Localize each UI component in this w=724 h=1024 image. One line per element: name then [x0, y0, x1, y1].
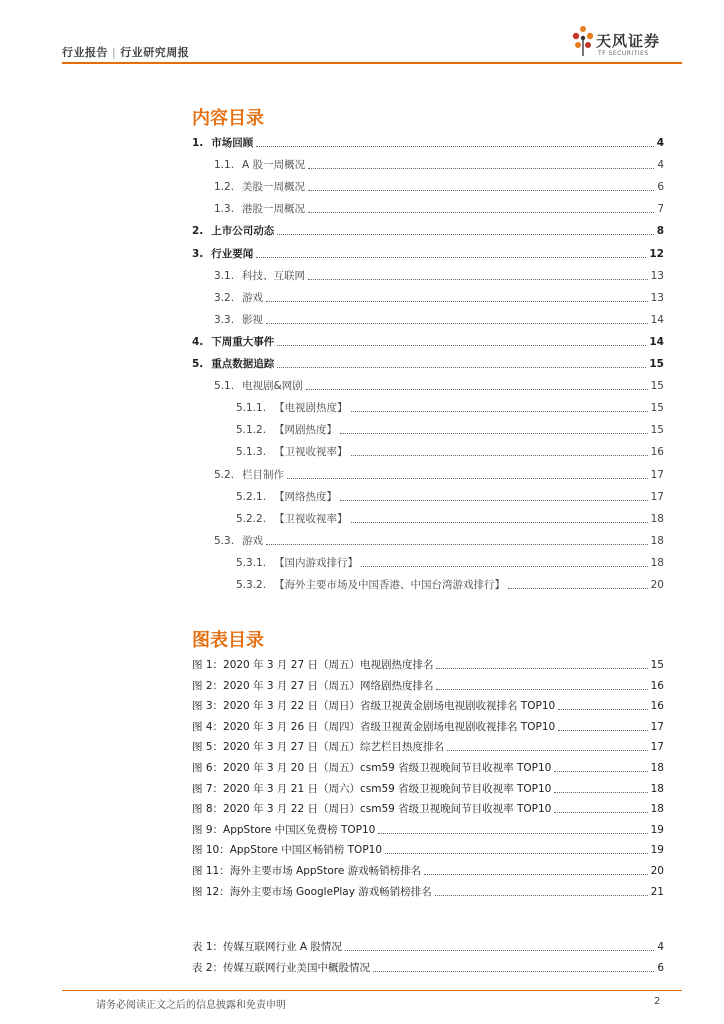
- toc-entry[interactable]: [192, 532, 664, 548]
- toc-entry-page: 18: [650, 534, 664, 547]
- toc-entry-text: 【卫视收视率】: [274, 512, 348, 525]
- toc-entry[interactable]: [192, 576, 664, 592]
- dot-leader: [558, 709, 647, 710]
- toc-entry[interactable]: [192, 156, 664, 172]
- figure-entry-label: [192, 700, 555, 713]
- toc-entry-text: 美股一周概况: [242, 181, 306, 194]
- figure-entry[interactable]: [192, 883, 664, 899]
- dot-leader: [308, 279, 648, 280]
- toc-entry-number: 5.2.1.: [236, 490, 267, 503]
- dot-leader: [340, 433, 648, 434]
- toc-entry-page: 16: [650, 446, 664, 459]
- dot-leader: [345, 950, 654, 951]
- dot-leader: [306, 389, 648, 390]
- logo-flower-icon: [570, 24, 596, 58]
- table-entry-text: 表 1：传媒互联网行业 A 股情况: [192, 941, 342, 953]
- toc-entry-label: [192, 270, 305, 283]
- figure-entry[interactable]: [192, 656, 664, 672]
- dot-leader: [256, 146, 653, 147]
- figure-entry-page: 16: [650, 679, 664, 692]
- figure-entry-page: 17: [650, 720, 664, 733]
- toc-entry[interactable]: [192, 245, 664, 261]
- dot-leader: [373, 971, 654, 972]
- dot-leader: [277, 367, 646, 368]
- header-separator: |: [112, 46, 117, 59]
- figure-entry[interactable]: [192, 738, 664, 754]
- toc-entry[interactable]: [192, 200, 664, 216]
- toc-entry-page: 17: [650, 468, 664, 481]
- toc-entry-number: 5.1.3.: [236, 446, 267, 459]
- toc-entry-label: [192, 358, 274, 371]
- toc-entry-number: 1.3.: [214, 203, 235, 216]
- figure-entry-text: 图 1：2020 年 3 月 27 日（周五）电视剧热度排名: [192, 659, 434, 671]
- toc-entry-text: 【网络热度】: [274, 490, 338, 503]
- toc-entry-page: 18: [650, 556, 664, 569]
- dot-leader: [340, 500, 648, 501]
- figure-entry[interactable]: [192, 718, 664, 734]
- toc-entry[interactable]: [192, 134, 664, 150]
- figure-entry-page: 16: [650, 700, 664, 713]
- toc-entry-number: 1.2.: [214, 181, 235, 194]
- figure-entry[interactable]: [192, 862, 664, 878]
- toc-entry-text: 影视: [242, 313, 264, 326]
- table-entry-text: 表 2：传媒互联网行业美国中概股情况: [192, 961, 371, 974]
- toc-entry-number: 5.2.2.: [236, 512, 267, 525]
- toc-entry-page: 8: [656, 225, 664, 238]
- dot-leader: [378, 833, 647, 834]
- toc-entry-number: 1.1.: [214, 159, 235, 172]
- toc-entry-number: 5.3.2.: [236, 579, 267, 591]
- toc-entry-number: 2.: [192, 225, 204, 238]
- dot-leader: [554, 812, 647, 813]
- dot-leader: [554, 771, 647, 772]
- dot-leader: [266, 323, 648, 324]
- toc-entry-page: 14: [649, 335, 664, 348]
- toc-entry[interactable]: [192, 466, 664, 482]
- toc-entry-page: 18: [650, 512, 664, 525]
- dot-leader: [277, 345, 646, 346]
- toc-entry[interactable]: [192, 267, 664, 283]
- toc-entry[interactable]: [192, 355, 664, 371]
- figure-entry-page: 18: [650, 803, 664, 816]
- toc-entry-number: 5.: [192, 358, 204, 370]
- header-divider: [62, 62, 682, 64]
- figure-entry-text: 图 8：2020 年 3 月 22 日（周日）csm59 省级卫视晚间节目收视率 TOP10: [192, 803, 552, 816]
- figure-entry[interactable]: [192, 677, 664, 693]
- toc-entry-number: 3.2.: [214, 291, 235, 304]
- toc-entry-text: 市场回顾: [211, 137, 254, 149]
- toc-entry-number: 5.1.: [214, 380, 235, 393]
- toc-entry-page: 20: [650, 579, 664, 591]
- toc-entry[interactable]: [192, 178, 664, 194]
- report-header: [62, 44, 189, 60]
- toc-entry-label: [192, 314, 263, 327]
- toc-entry-number: 4.: [192, 335, 204, 348]
- dot-leader: [385, 853, 648, 854]
- figure-entry-label: [192, 741, 444, 754]
- dot-leader: [308, 190, 654, 191]
- toc-entry-text: 重点数据追踪: [211, 358, 275, 370]
- figure-entry[interactable]: [192, 759, 664, 775]
- toc-entry[interactable]: [192, 399, 664, 415]
- toc-entry-text: 港股一周概况: [242, 203, 306, 216]
- report-subtype: 行业研究周报: [120, 46, 190, 59]
- toc-entry-page: 7: [657, 203, 664, 216]
- toc-entry-number: 5.3.1.: [236, 556, 267, 569]
- logo-name-en: TF SECURITIES: [598, 50, 649, 57]
- toc-entry-number: 1.: [192, 137, 204, 149]
- figure-entry-page: 19: [650, 844, 664, 857]
- toc-entry-page: 17: [650, 490, 664, 503]
- toc-entry-label: [192, 380, 303, 393]
- toc-entry-page: 6: [657, 181, 664, 194]
- toc-entry-page: 15: [650, 380, 664, 393]
- figure-entry-label: [192, 886, 432, 899]
- figure-entry-page: 15: [650, 659, 664, 671]
- dot-leader: [351, 411, 648, 412]
- figure-entry-page: 17: [650, 741, 664, 754]
- dot-leader: [266, 544, 648, 545]
- toc-entry-label: [192, 292, 263, 305]
- figure-entry-label: [192, 803, 551, 816]
- figure-entry-label: [192, 865, 421, 878]
- dot-leader: [308, 168, 654, 169]
- figure-entry-label: [192, 680, 433, 693]
- table-entry-page: 4: [657, 941, 664, 953]
- dot-leader: [277, 234, 653, 235]
- table-entry-label: [192, 941, 342, 954]
- toc-entry-text: A 股一周概况: [242, 159, 306, 172]
- dot-leader: [447, 750, 648, 751]
- figure-entry-text: 图 5：2020 年 3 月 27 日（周五）综艺栏目热度排名: [192, 741, 444, 754]
- toc-entry-label: [192, 181, 305, 194]
- toc-entry-number: 5.2.: [214, 468, 235, 481]
- figure-entry-page: 18: [650, 782, 664, 795]
- figure-entry-text: 图 10：AppStore 中国区畅销榜 TOP10: [192, 844, 383, 857]
- toc-entry-page: 14: [650, 313, 664, 326]
- toc-entry-text: 【电视剧热度】: [274, 402, 348, 415]
- toc-entry-number: 5.3.: [214, 534, 235, 547]
- footer-disclaimer: 请务必阅读正文之后的信息披露和免责申明: [96, 1000, 286, 1011]
- toc-entry[interactable]: [192, 311, 664, 327]
- toc-entry-text: 电视剧&网剧: [242, 380, 303, 393]
- toc-entry-number: 3.1.: [214, 269, 235, 282]
- dot-leader: [351, 455, 648, 456]
- toc-entry-text: 下周重大事件: [211, 335, 275, 348]
- toc-entry[interactable]: [192, 421, 664, 437]
- toc-entry-page: 4: [657, 159, 664, 172]
- toc-entry-number: 5.1.1.: [236, 402, 267, 415]
- dot-leader: [256, 257, 646, 258]
- toc-entry-text: 栏目制作: [242, 468, 285, 481]
- dot-leader: [436, 668, 647, 669]
- toc-entry-page: 4: [656, 137, 664, 149]
- figure-entry-page: 18: [650, 762, 664, 774]
- table-entry[interactable]: [192, 959, 664, 975]
- toc-entry-page: 15: [649, 358, 664, 370]
- figure-entry[interactable]: [192, 841, 664, 857]
- dot-leader: [266, 301, 648, 302]
- dot-leader: [435, 895, 648, 896]
- toc-entry-text: 【网剧热度】: [274, 424, 338, 437]
- toc-entry-text: 【国内游戏排行】: [274, 556, 359, 569]
- figure-entry[interactable]: [192, 821, 664, 837]
- figure-entry-text: 图 12：海外主要市场 GooglePlay 游戏畅销榜排名: [192, 885, 432, 898]
- toc-entry-label: [192, 535, 263, 548]
- table-entry-label: [192, 962, 370, 975]
- dot-leader: [351, 522, 648, 523]
- company-logo: [570, 22, 680, 62]
- dot-leader: [308, 212, 654, 213]
- figure-entry[interactable]: [192, 780, 664, 796]
- toc-entry-page: 13: [650, 269, 664, 282]
- toc-entry-number: 3.: [192, 247, 204, 260]
- toc-entry-label: [192, 579, 505, 592]
- dot-leader: [287, 478, 648, 479]
- figure-entry-label: [192, 721, 555, 734]
- figure-entry-text: 图 3：2020 年 3 月 22 日（周日）省级卫视黄金剧场电视剧收视排名 TOP10: [192, 700, 556, 713]
- toc-entry[interactable]: [192, 289, 664, 305]
- figure-entry-text: 图 9：AppStore 中国区免费榜 TOP10: [192, 823, 376, 836]
- toc-entry-page: 15: [650, 402, 664, 415]
- page-number: 2: [654, 996, 661, 1007]
- toc-entry-page: 15: [650, 424, 664, 437]
- toc-entry-label: [192, 248, 253, 261]
- toc-entry-label: [192, 513, 348, 526]
- toc-entry-label: [192, 225, 274, 238]
- toc-entry-label: [192, 203, 305, 216]
- figure-entry[interactable]: [192, 800, 664, 816]
- report-type: 行业报告: [62, 46, 108, 59]
- toc-entry-text: 【卫视收视率】: [274, 446, 348, 459]
- toc-entry-label: [192, 137, 253, 150]
- footer-divider: [62, 990, 682, 991]
- toc-entry[interactable]: [192, 333, 664, 349]
- toc-entry-page: 12: [649, 247, 664, 260]
- toc-entry-label: [192, 424, 337, 437]
- toc-entry-text: 上市公司动态: [211, 225, 275, 238]
- toc-entry-text: 行业要闻: [211, 247, 254, 260]
- toc-title: 内容目录: [192, 108, 264, 129]
- dot-leader: [554, 792, 647, 793]
- figure-entry-text: 图 6：2020 年 3 月 20 日（周五）csm59 省级卫视晚间节目收视率 TOP10: [192, 762, 552, 774]
- toc-entry-label: [192, 159, 305, 172]
- toc-entry-label: [192, 446, 348, 459]
- figure-entry-label: [192, 844, 382, 857]
- toc-entry[interactable]: [192, 222, 664, 238]
- figure-entry-text: 图 7：2020 年 3 月 21 日（周六）csm59 省级卫视晚间节目收视率 TOP10: [192, 782, 552, 795]
- toc-entry[interactable]: [192, 443, 664, 459]
- toc-entry-label: [192, 336, 274, 349]
- toc-entry-label: [192, 402, 348, 415]
- toc-entry[interactable]: [192, 488, 664, 504]
- toc-entry[interactable]: [192, 377, 664, 393]
- figures-title: 图表目录: [192, 630, 264, 651]
- toc-entry-label: [192, 469, 284, 482]
- figure-entry-label: [192, 762, 551, 775]
- dot-leader: [558, 730, 647, 731]
- figure-entry-text: 图 2：2020 年 3 月 27 日（周五）网络剧热度排名: [192, 679, 434, 692]
- toc-entry[interactable]: [192, 510, 664, 526]
- figure-entry[interactable]: [192, 697, 664, 713]
- toc-entry-label: [192, 491, 337, 504]
- figure-entry-page: 20: [650, 865, 664, 877]
- toc-entry-number: 5.1.2.: [236, 424, 267, 437]
- table-entry-page: 6: [657, 961, 664, 974]
- dot-leader: [436, 689, 647, 690]
- table-entry[interactable]: [192, 938, 664, 954]
- logo-name-cn: 天风证券: [596, 32, 661, 50]
- toc-entry-text: 游戏: [242, 534, 264, 547]
- figure-entry-text: 图 11：海外主要市场 AppStore 游戏畅销榜排名: [192, 865, 422, 877]
- figure-entry-page: 21: [650, 885, 664, 898]
- toc-entry-text: 【海外主要市场及中国香港、中国台湾游戏排行】: [274, 579, 506, 591]
- toc-entry-page: 13: [650, 291, 664, 304]
- figure-entry-label: [192, 783, 551, 796]
- dot-leader: [424, 874, 647, 875]
- figure-entry-label: [192, 659, 433, 672]
- toc-entry-number: 3.3.: [214, 313, 235, 326]
- figure-entry-page: 19: [650, 823, 664, 836]
- toc-entry-text: 游戏: [242, 291, 264, 304]
- figure-entry-text: 图 4：2020 年 3 月 26 日（周四）省级卫视黄金剧场电视剧收视排名 TOP10: [192, 720, 556, 733]
- toc-entry-label: [192, 557, 358, 570]
- toc-entry[interactable]: [192, 554, 664, 570]
- dot-leader: [508, 588, 648, 589]
- figure-entry-label: [192, 824, 375, 837]
- dot-leader: [361, 566, 648, 567]
- toc-entry-text: 科技、互联网: [242, 269, 306, 282]
